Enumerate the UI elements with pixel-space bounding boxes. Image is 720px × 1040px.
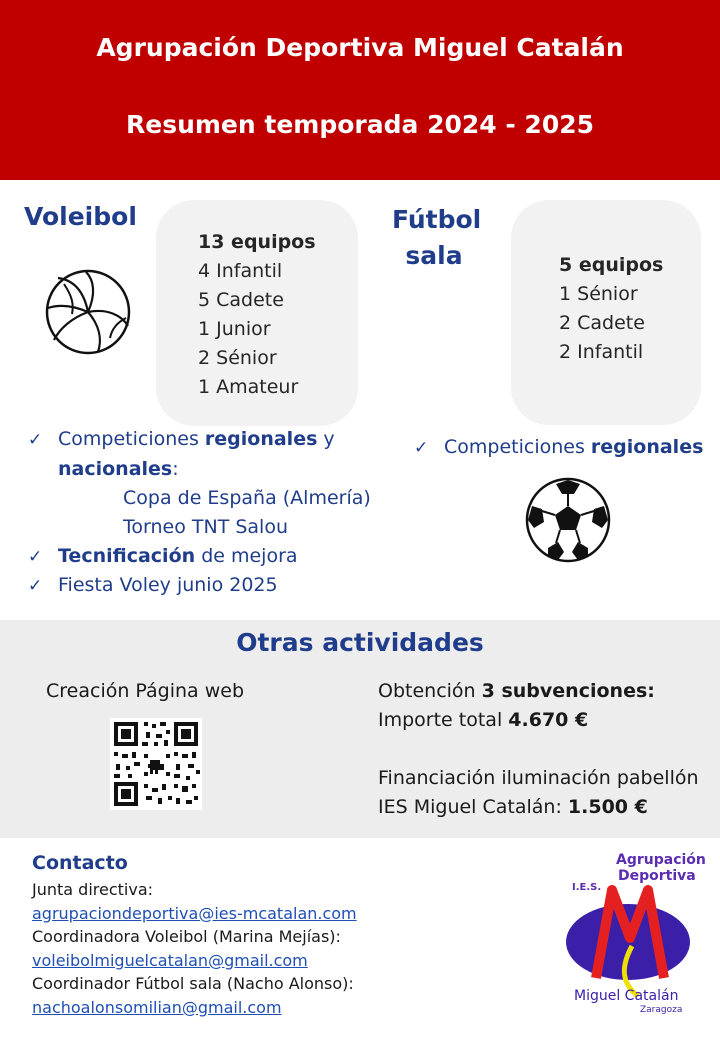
otras-actividades-title: Otras actividades: [236, 628, 484, 657]
voleibol-team-item: 4 Infantil: [198, 260, 283, 282]
contact-section: [32, 852, 357, 1019]
club-logo: [560, 850, 710, 1020]
junta-email-link[interactable]: agrupaciondeportiva@ies-mcatalan.com: [32, 903, 357, 923]
check-icon: ✓: [28, 576, 43, 596]
logo-text-deportiva: Deportiva: [618, 868, 696, 884]
subvenciones-info: Obtención 3 subvenciones: Importe total 4.670 €: [378, 680, 655, 731]
futbol-title: Fútbol sala: [392, 205, 482, 270]
logo-text-name: Miguel Catalán: [574, 988, 679, 1004]
voleibol-competition-tnt: Torneo TNT Salou: [123, 516, 288, 538]
junta-label: Junta directiva:: [32, 880, 154, 899]
qr-code-icon[interactable]: [110, 718, 202, 810]
voleibol-competition-copa: Copa de España (Almería): [123, 487, 371, 509]
futbol-team-item: 2 Cadete: [559, 312, 645, 334]
futbol-coordinator-label: Coordinador Fútbol sala (Nacho Alonso):: [32, 974, 354, 993]
futbol-teams-box: [511, 200, 701, 425]
soccer-ball-icon: [524, 476, 612, 564]
voleibol-teams-box: [156, 200, 358, 426]
voleibol-title: Voleibol: [24, 202, 137, 231]
logo-text-city: Zaragoza: [640, 1005, 683, 1015]
voleibol-team-item: 2 Sénior: [198, 347, 277, 369]
contact-title: Contacto: [32, 852, 128, 874]
financiacion-info: Financiación iluminación pabellón IES Miguel Catalán: 1.500 €: [378, 767, 699, 818]
logo-text-ies: I.E.S.: [572, 882, 602, 893]
header-banner: [0, 0, 720, 180]
futbol-checklist: ✓ Competiciones regionales: [414, 436, 704, 458]
check-icon: ✓: [28, 547, 43, 567]
voleibol-coordinator-label: Coordinadora Voleibol (Marina Mejías):: [32, 927, 341, 946]
futbol-team-item: 2 Infantil: [559, 341, 644, 363]
voleibol-teams-total: 13 equipos: [198, 231, 316, 253]
voleibol-email-link[interactable]: voleibolmiguelcatalan@gmail.com: [32, 950, 308, 970]
logo-text-agrupacion: Agrupación: [616, 852, 706, 868]
futbol-email-link[interactable]: nachoalonsomilian@gmail.com: [32, 997, 282, 1017]
voleibol-team-item: 1 Amateur: [198, 376, 299, 398]
voleibol-team-item: 5 Cadete: [198, 289, 284, 311]
check-icon: ✓: [414, 438, 429, 458]
volleyball-icon: [44, 268, 132, 356]
futbol-team-item: 1 Sénior: [559, 283, 638, 305]
page-subtitle: Resumen temporada 2024 - 2025: [125, 110, 595, 139]
check-icon: ✓: [28, 430, 43, 450]
page-title: Agrupación Deportiva Miguel Catalán: [96, 33, 624, 62]
voleibol-team-item: 1 Junior: [198, 318, 271, 340]
futbol-teams-total: 5 equipos: [559, 254, 664, 276]
web-creation-text: Creación Página web: [46, 680, 245, 702]
